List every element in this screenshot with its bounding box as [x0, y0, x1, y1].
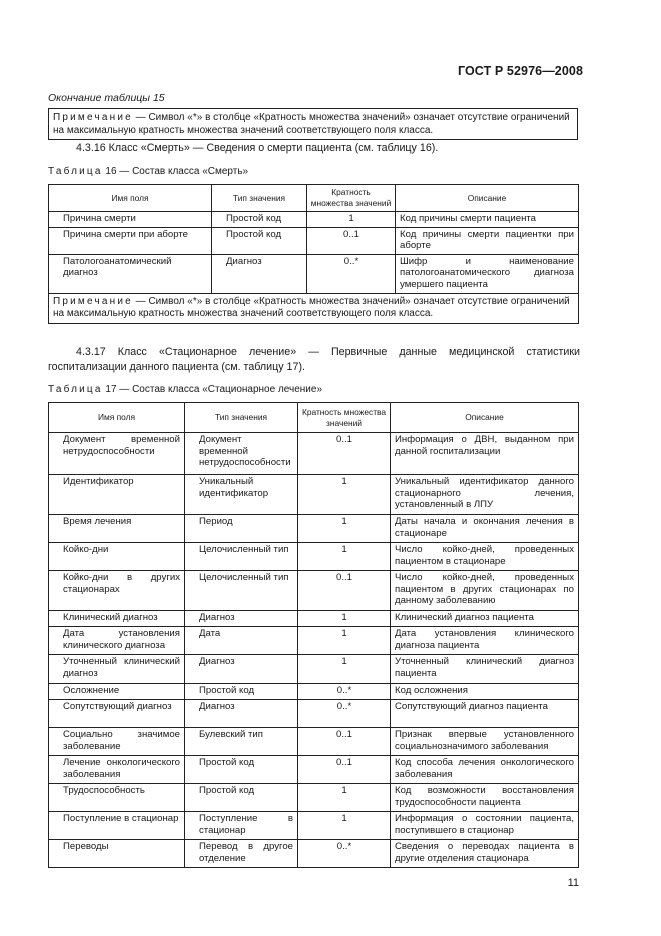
description: Дата установления клинического диагноза пациента: [391, 627, 579, 655]
table15-note: [48, 108, 578, 140]
table-row: [49, 728, 579, 756]
multiplicity: 0..*: [298, 684, 391, 700]
table-row: [49, 812, 579, 840]
table17-header-cell: Описание: [391, 403, 579, 433]
field-name: Лечение онкологического заболевания: [49, 756, 185, 784]
value-type: Период: [185, 515, 298, 543]
table-row: [49, 571, 579, 611]
value-type: Диагноз: [185, 700, 298, 728]
standard-header: ГОСТ Р 52976—2008: [457, 64, 583, 78]
table15-continuation-title: Окончание таблицы 15: [48, 92, 165, 104]
multiplicity: 1: [298, 475, 391, 515]
value-type: Дата: [185, 627, 298, 655]
field-name: Переводы: [49, 840, 185, 868]
multiplicity: 0..1: [298, 433, 391, 475]
value-type: Целочисленный тип: [185, 571, 298, 611]
value-type: Простой код: [185, 784, 298, 812]
table-row: [49, 611, 579, 627]
table16-caption-label: Таблица: [48, 166, 103, 177]
value-type: Диагноз: [212, 254, 307, 293]
section-4-3-17-text: 4.3.17 Класс «Стационарное лечение» — Первичные данные медицинской статистики госпитализации данного пациента (см. таблицу 17).: [48, 346, 580, 373]
multiplicity: 0..*: [298, 700, 391, 728]
table-row: [49, 475, 579, 515]
field-name: Документ временной нетрудоспособности: [49, 433, 185, 475]
value-type: Булевский тип: [185, 728, 298, 756]
description: Код способа лечения онкологического заболевания: [391, 756, 579, 784]
multiplicity: 1: [298, 543, 391, 571]
field-name: Поступление в стационар: [49, 812, 185, 840]
table-row: [49, 254, 579, 293]
field-name: Патологоанатомический диагноз: [49, 254, 212, 293]
description: Уточненный клинический диагноз пациента: [391, 655, 579, 684]
section-4-3-17: [48, 345, 580, 375]
table-row: [49, 784, 579, 812]
description: Код причины смерти пациента: [396, 212, 579, 228]
table17-caption: [48, 384, 322, 395]
table17-header-row: [49, 403, 579, 433]
table16-header-row: [49, 185, 579, 212]
description: Число койко-дней, проведенных пациентом в других стационарах по данному заболеванию: [391, 571, 579, 611]
value-type: Простой код: [212, 227, 307, 254]
field-name: Осложнение: [49, 684, 185, 700]
description: Информация о состоянии пациента, поступившего в стационар: [391, 812, 579, 840]
description: Признак впервые установленного социальнозначимого заболевания: [391, 728, 579, 756]
table-row: [49, 840, 579, 868]
table17-caption-label: Таблица: [48, 384, 103, 395]
table16-caption: [48, 166, 248, 177]
field-name: Трудоспособность: [49, 784, 185, 812]
table-row: [49, 700, 579, 728]
section-4-3-16-text: 4.3.16 Класс «Смерть» — Сведения о смерти пациента (см. таблицу 16).: [76, 142, 439, 154]
note-label: Примечание: [53, 112, 133, 123]
description: Сопутствующий диагноз пациента: [391, 700, 579, 728]
description: Шифр и наименование патологоанатомического диагноза умершего пациента: [396, 254, 579, 293]
multiplicity: 1: [298, 784, 391, 812]
multiplicity: 0..1: [307, 227, 396, 254]
field-name: Сопутствующий диагноз: [49, 700, 185, 728]
value-type: Простой код: [185, 756, 298, 784]
table16-header-cell: Описание: [396, 185, 579, 212]
table17-header-cell: Имя поля: [49, 403, 185, 433]
field-name: Время лечения: [49, 515, 185, 543]
table17: [48, 402, 579, 868]
multiplicity: 1: [298, 515, 391, 543]
value-type: Перевод в другое отделение: [185, 840, 298, 868]
table-row: [49, 655, 579, 684]
description: Код осложнения: [391, 684, 579, 700]
table-row: [49, 756, 579, 784]
note-label: Примечание: [53, 295, 133, 307]
value-type: Диагноз: [185, 655, 298, 684]
value-type: Диагноз: [185, 611, 298, 627]
description: Сведения о переводах пациента в другие отделения стационара: [391, 840, 579, 868]
multiplicity: 0..1: [298, 571, 391, 611]
multiplicity: 1: [307, 212, 396, 228]
table-row: [49, 543, 579, 571]
value-type: Целочисленный тип: [185, 543, 298, 571]
table17-header-cell: Кратность множества значений: [298, 403, 391, 433]
field-name: Койко-дни в других стационарах: [49, 571, 185, 611]
multiplicity: 0..*: [298, 840, 391, 868]
table17-header-cell: Тип значения: [185, 403, 298, 433]
page-number: 11: [567, 877, 579, 889]
table16-header-cell: Тип значения: [212, 185, 307, 212]
table16-header-cell: Кратность множества значений: [307, 185, 396, 212]
multiplicity: 0..*: [307, 254, 396, 293]
value-type: Поступление в стационар: [185, 812, 298, 840]
table-row: [49, 212, 579, 228]
field-name: Социально значимое заболевание: [49, 728, 185, 756]
table16-note-row: [49, 293, 579, 323]
value-type: Простой код: [185, 684, 298, 700]
description: Информация о ДВН, выданном при данной госпитализации: [391, 433, 579, 475]
table-row: [49, 433, 579, 475]
table-row: [49, 627, 579, 655]
multiplicity: 1: [298, 611, 391, 627]
table16-note: [49, 293, 579, 323]
table17-caption-text: 17 — Состав класса «Стационарное лечение»: [102, 384, 323, 395]
value-type: Документ временной нетрудоспособности: [185, 433, 298, 475]
value-type: Уникальный идентификатор: [185, 475, 298, 515]
field-name: Идентификатор: [49, 475, 185, 515]
description: Число койко-дней, проведенных пациентом в стационаре: [391, 543, 579, 571]
field-name: Причина смерти: [49, 212, 212, 228]
description: Уникальный идентификатор данного стационарного лечения, установленный в ЛПУ: [391, 475, 579, 515]
note-text: — Символ «*» в столбце «Кратность множества значений» означает отсутствие ограничений на максимальную кратность множества значений соответствующего поля класса.: [53, 112, 570, 136]
table16: [48, 184, 579, 324]
field-name: Дата установления клинического диагноза: [49, 627, 185, 655]
table-row: [49, 227, 579, 254]
section-4-3-16: [48, 141, 580, 156]
multiplicity: 1: [298, 812, 391, 840]
field-name: Клинический диагноз: [49, 611, 185, 627]
description: Даты начала и окончания лечения в стационаре: [391, 515, 579, 543]
multiplicity: 1: [298, 655, 391, 684]
table16-header-cell: Имя поля: [49, 185, 212, 212]
description: Код возможности восстановления трудоспособности пациента: [391, 784, 579, 812]
multiplicity: 0..1: [298, 728, 391, 756]
description: Код причины смерти пациентки при аборте: [396, 227, 579, 254]
table-row: [49, 684, 579, 700]
value-type: Простой код: [212, 212, 307, 228]
multiplicity: 0..1: [298, 756, 391, 784]
table-row: [49, 515, 579, 543]
multiplicity: 1: [298, 627, 391, 655]
note-text: — Символ «*» в столбце «Кратность множества значений» означает отсутствие ограничений на максимальную кратность множества значений соответствующего поля класса.: [53, 295, 570, 320]
field-name: Уточненный клинический диагноз: [49, 655, 185, 684]
description: Клинический диагноз пациента: [391, 611, 579, 627]
table16-caption-text: 16 — Состав класса «Смерть»: [102, 166, 249, 177]
field-name: Причина смерти при аборте: [49, 227, 212, 254]
field-name: Койко-дни: [49, 543, 185, 571]
